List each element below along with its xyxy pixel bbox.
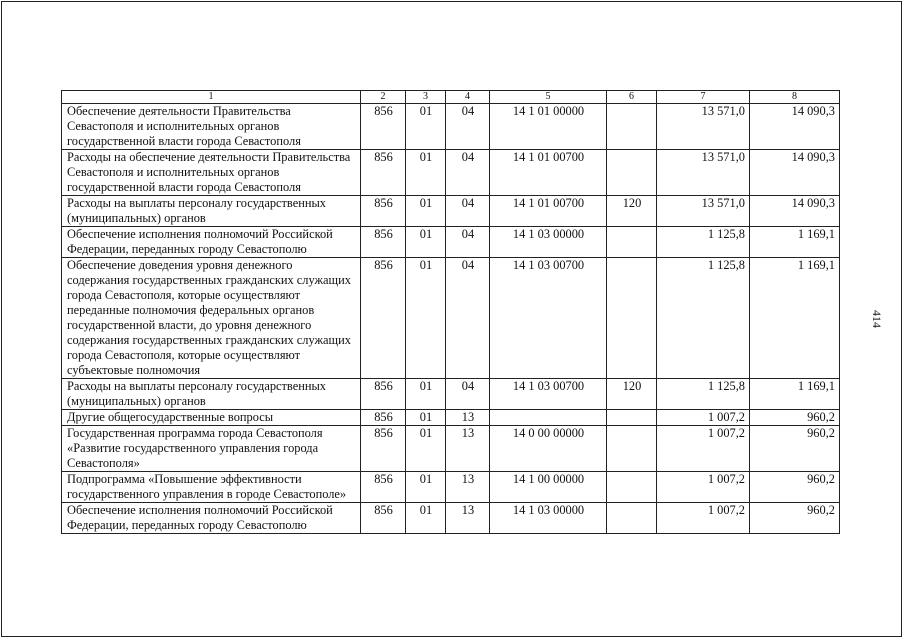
table-row [62, 503, 840, 534]
amount-col7-cell: 1 007,2 [657, 503, 750, 534]
table-row [62, 227, 840, 258]
amount-col7-cell: 13 571,0 [657, 150, 750, 196]
expense-type-cell [607, 426, 657, 472]
amount-col7-cell: 1 007,2 [657, 410, 750, 426]
subsection-code-cell: 04 [446, 104, 490, 150]
amount-col8-cell: 960,2 [750, 472, 840, 503]
row-name-cell: Расходы на выплаты персоналу государственных (муниципальных) органов [62, 196, 361, 227]
table-row [62, 196, 840, 227]
ministry-code-cell: 856 [361, 472, 406, 503]
amount-col8-cell: 960,2 [750, 426, 840, 472]
target-article-cell: 14 1 01 00000 [490, 104, 607, 150]
row-name-cell: Обеспечение исполнения полномочий Российской Федерации, переданных городу Севастополю [62, 227, 361, 258]
table-row [62, 426, 840, 472]
section-code-cell: 01 [406, 472, 446, 503]
ministry-code-cell: 856 [361, 104, 406, 150]
expense-type-cell [607, 150, 657, 196]
row-name-cell: Другие общегосударственные вопросы [62, 410, 361, 426]
page-number: 414 [870, 310, 884, 328]
ministry-code-cell: 856 [361, 379, 406, 410]
column-header-1: 1 [62, 91, 361, 104]
subsection-code-cell: 04 [446, 379, 490, 410]
table-row [62, 410, 840, 426]
column-header-3: 3 [406, 91, 446, 104]
expense-type-cell [607, 227, 657, 258]
expense-type-cell: 120 [607, 196, 657, 227]
column-header-2: 2 [361, 91, 406, 104]
expense-type-cell [607, 258, 657, 379]
budget-table [61, 90, 840, 534]
subsection-code-cell: 04 [446, 227, 490, 258]
column-header-6: 6 [607, 91, 657, 104]
amount-col7-cell: 1 007,2 [657, 472, 750, 503]
amount-col7-cell: 1 125,8 [657, 227, 750, 258]
amount-col8-cell: 1 169,1 [750, 227, 840, 258]
amount-col8-cell: 14 090,3 [750, 104, 840, 150]
subsection-code-cell: 13 [446, 472, 490, 503]
row-name-cell: Обеспечение деятельности Правительства Севастополя и исполнительных органов государственной власти города Севастополя [62, 104, 361, 150]
section-code-cell: 01 [406, 503, 446, 534]
row-name-cell: Расходы на выплаты персоналу государственных (муниципальных) органов [62, 379, 361, 410]
target-article-cell: 14 1 03 00700 [490, 258, 607, 379]
column-header-5: 5 [490, 91, 607, 104]
target-article-cell: 14 1 03 00000 [490, 503, 607, 534]
row-name-cell: Государственная программа города Севастополя «Развитие государственного управления города Севастополя» [62, 426, 361, 472]
section-code-cell: 01 [406, 426, 446, 472]
target-article-cell: 14 1 03 00700 [490, 379, 607, 410]
header-row [62, 91, 840, 104]
section-code-cell: 01 [406, 104, 446, 150]
amount-col8-cell: 1 169,1 [750, 258, 840, 379]
table-body [62, 104, 840, 534]
target-article-cell: 14 1 00 00000 [490, 472, 607, 503]
ministry-code-cell: 856 [361, 196, 406, 227]
row-name-cell: Обеспечение доведения уровня денежного содержания государственных гражданских служащих города Севастополя, которые осуществляют переданные полномочия федеральных органов государственной власти, до уровня денежного содержания государственных гражданских служащих города Севастополя, которые осуществляют субъектовые полномочия [62, 258, 361, 379]
target-article-cell: 14 1 03 00000 [490, 227, 607, 258]
section-code-cell: 01 [406, 196, 446, 227]
ministry-code-cell: 856 [361, 426, 406, 472]
target-article-cell: 14 0 00 00000 [490, 426, 607, 472]
section-code-cell: 01 [406, 227, 446, 258]
column-header-7: 7 [657, 91, 750, 104]
table-row [62, 472, 840, 503]
section-code-cell: 01 [406, 410, 446, 426]
ministry-code-cell: 856 [361, 150, 406, 196]
target-article-cell: 14 1 01 00700 [490, 150, 607, 196]
amount-col7-cell: 1 125,8 [657, 379, 750, 410]
amount-col8-cell: 14 090,3 [750, 196, 840, 227]
amount-col7-cell: 1 007,2 [657, 426, 750, 472]
expense-type-cell [607, 104, 657, 150]
table-row [62, 258, 840, 379]
section-code-cell: 01 [406, 258, 446, 379]
amount-col8-cell: 960,2 [750, 503, 840, 534]
amount-col8-cell: 960,2 [750, 410, 840, 426]
amount-col7-cell: 1 125,8 [657, 258, 750, 379]
ministry-code-cell: 856 [361, 227, 406, 258]
ministry-code-cell: 856 [361, 410, 406, 426]
section-code-cell: 01 [406, 379, 446, 410]
expense-type-cell [607, 472, 657, 503]
subsection-code-cell: 04 [446, 196, 490, 227]
amount-col7-cell: 13 571,0 [657, 196, 750, 227]
subsection-code-cell: 13 [446, 503, 490, 534]
expense-type-cell: 120 [607, 379, 657, 410]
row-name-cell: Обеспечение исполнения полномочий Российской Федерации, переданных городу Севастополю [62, 503, 361, 534]
ministry-code-cell: 856 [361, 503, 406, 534]
section-code-cell: 01 [406, 150, 446, 196]
target-article-cell [490, 410, 607, 426]
expense-type-cell [607, 410, 657, 426]
subsection-code-cell: 04 [446, 258, 490, 379]
column-header-8: 8 [750, 91, 840, 104]
table-row [62, 150, 840, 196]
table-header [62, 91, 840, 104]
column-header-4: 4 [446, 91, 490, 104]
target-article-cell: 14 1 01 00700 [490, 196, 607, 227]
amount-col8-cell: 1 169,1 [750, 379, 840, 410]
row-name-cell: Расходы на обеспечение деятельности Правительства Севастополя и исполнительных органов государственной власти города Севастополя [62, 150, 361, 196]
table-row [62, 379, 840, 410]
amount-col7-cell: 13 571,0 [657, 104, 750, 150]
ministry-code-cell: 856 [361, 258, 406, 379]
subsection-code-cell: 13 [446, 426, 490, 472]
expense-type-cell [607, 503, 657, 534]
subsection-code-cell: 13 [446, 410, 490, 426]
row-name-cell: Подпрограмма «Повышение эффективности государственного управления в городе Севастополе» [62, 472, 361, 503]
amount-col8-cell: 14 090,3 [750, 150, 840, 196]
subsection-code-cell: 04 [446, 150, 490, 196]
table-row [62, 104, 840, 150]
